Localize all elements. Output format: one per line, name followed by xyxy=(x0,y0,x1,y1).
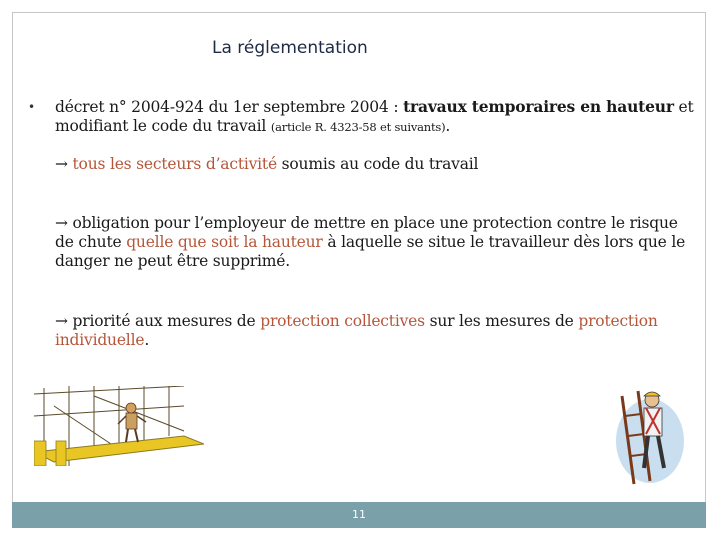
page-number: 11 xyxy=(352,508,366,521)
point-employer-obligation xyxy=(55,214,695,271)
point-priority-text-3: . xyxy=(144,331,150,349)
decree-paragraph xyxy=(55,97,700,137)
decree-article-ref: (article R. 4323-58 et suivants) xyxy=(270,120,446,134)
point-sectors-highlight: tous les secteurs d’activité xyxy=(72,155,277,173)
point-sectors-text: soumis au code du travail xyxy=(276,155,479,173)
decree-text-end: . xyxy=(445,117,451,135)
harness-worker-illustration xyxy=(608,386,688,486)
point-obligation-highlight: quelle que soit la hauteur xyxy=(126,233,323,251)
point-priority-text-1: priorité aux mesures de xyxy=(67,312,261,330)
scaffold-worker-illustration xyxy=(34,386,204,466)
point-obligation-text-2: à laquelle se situe le travailleur dès lors que le danger ne peut être supprimé. xyxy=(55,233,686,270)
arrow-icon: → xyxy=(55,312,68,330)
decree-text-a: décret n° 2004-924 du 1er septembre 2004 : xyxy=(55,98,404,116)
point-priority-text-2: sur les mesures de xyxy=(424,312,579,330)
point-sectors xyxy=(55,155,695,174)
point-obligation-text-1: obligation pour l’employeur de mettre en place une protection contre le risque de chute xyxy=(55,214,678,251)
arrow-icon: → xyxy=(55,155,68,173)
point-priority-highlight-2: protection individuelle xyxy=(55,312,658,349)
point-priority-highlight-1: protection collectives xyxy=(260,312,425,330)
decree-text-b: et modifiant le code du travail xyxy=(55,98,694,135)
decree-text-bold: travaux temporaires en hauteur xyxy=(403,97,674,116)
arrow-icon: → xyxy=(55,214,68,232)
bullet-icon: • xyxy=(28,100,36,114)
point-priority xyxy=(55,312,695,350)
footer-bar xyxy=(12,502,706,528)
slide-title: La réglementation xyxy=(212,38,368,58)
